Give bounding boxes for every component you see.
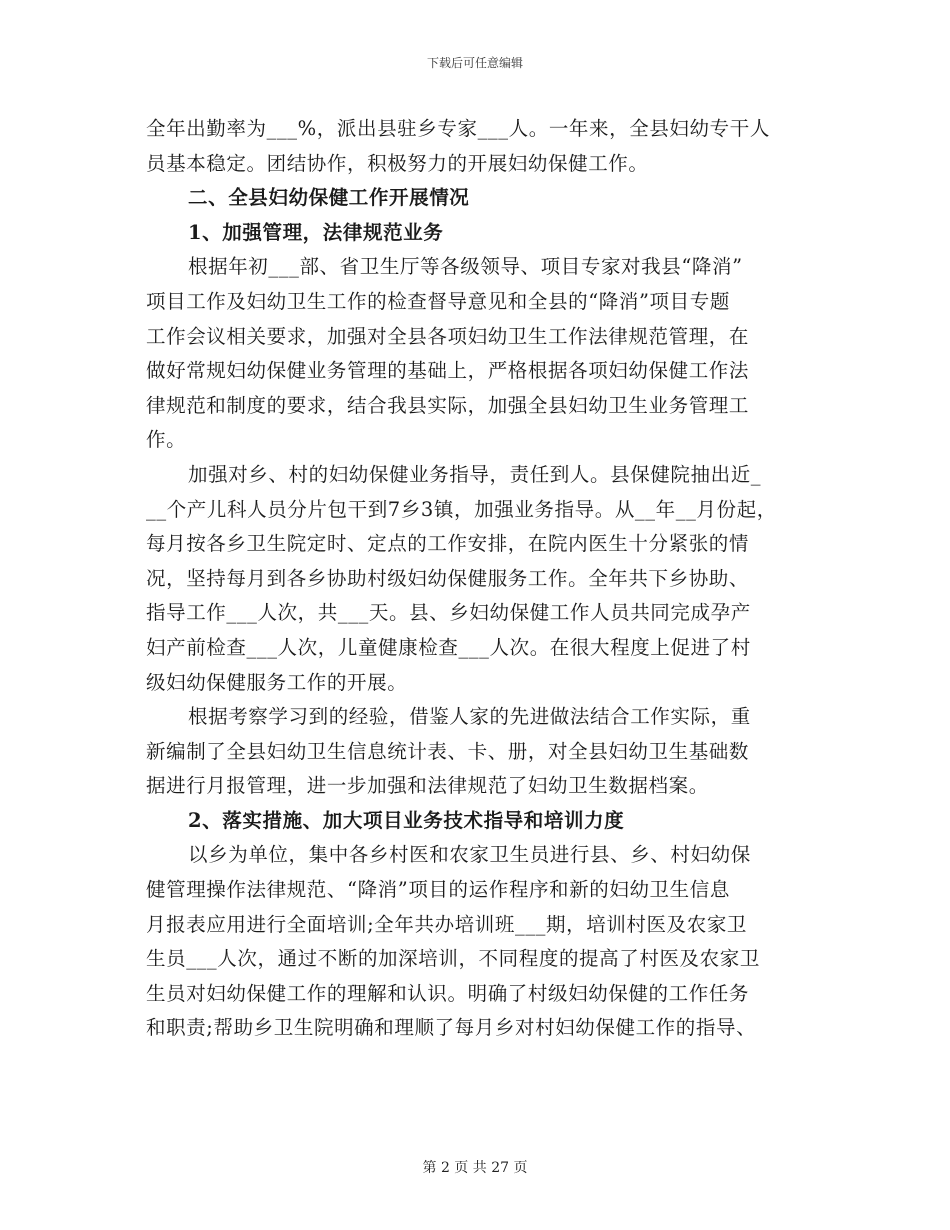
page-header: 下载后可任意编辑 (426, 56, 523, 70)
text-line: 和职责;帮助乡卫生院明确和理顺了每月乡对村妇幼保健工作的指导、 (146, 1016, 757, 1040)
text-line: 工作会议相关要求，加强对全县各项妇幼卫生工作法律规范管理，在 (146, 324, 750, 348)
page-footer: 第 2 页 共 27 页 (422, 1160, 528, 1176)
text-line: 每月按各乡卫生院定时、定点的工作安排，在院内医生十分紧张的情 (146, 532, 750, 556)
document-body (146, 112, 826, 1046)
text-line: 项目工作及妇幼卫生工作的检查督导意见和全县的“降消”项目专题 (146, 289, 730, 313)
subsection-heading: 2、落实措施、加大项目业务技术指导和培训力度 (188, 808, 625, 832)
text-line: 作。 (146, 428, 187, 452)
section-heading: 二、全县妇幼保健工作开展情况 (188, 186, 470, 210)
text-line: 生员___人次，通过不断的加深培训，不同程度的提高了村医及农家卫 (146, 947, 760, 971)
text-line: 据进行月报管理，进一步加强和法律规范了妇幼卫生数据档案。 (146, 774, 709, 798)
text-line: 律规范和制度的要求，结合我县实际，加强全县妇幼卫生业务管理工 (146, 393, 750, 417)
text-line: 生员对妇幼保健工作的理解和认识。明确了村级妇幼保健的工作任务 (146, 981, 750, 1005)
text-line: 级妇幼保健服务工作的开展。 (146, 670, 408, 694)
paragraph-start: 加强对乡、村的妇幼保健业务指导，责任到人。县保健院抽出近_ (188, 462, 762, 486)
text-line: 新编制了全县妇幼卫生信息统计表、卡、册，对全县妇幼卫生基础数 (146, 739, 750, 763)
paragraph-start: 根据考察学习到的经验，借鉴人家的先进做法结合工作实际，重 (188, 705, 751, 729)
subsection-heading: 1、加强管理，法律规范业务 (188, 220, 444, 244)
text-line: 指导工作___人次，共___天。县、乡妇幼保健工作人员共同完成孕产 (146, 601, 751, 625)
text-line: __个产儿科人员分片包干到7乡3镇，加强业务指导。从__年__月份起， (146, 497, 777, 521)
text-line: 全年出勤率为___%，派出县驻乡专家___人。一年来，全县妇幼专干人 (146, 117, 770, 140)
text-line: 员基本稳定。团结协作，积极努力的开展妇幼保健工作。 (146, 151, 649, 175)
text-line: 妇产前检查___人次，儿童健康检查___人次。在很大程度上促进了村 (146, 635, 751, 659)
text-line: 做好常规妇幼保健业务管理的基础上，严格根据各项妇幼保健工作法 (146, 359, 750, 383)
text-line: 况，坚持每月到各乡协助村级妇幼保健服务工作。全年共下乡协助、 (146, 566, 750, 590)
text-line: 健管理操作法律规范、“降消”项目的运作程序和新的妇幼卫生信息 (146, 878, 730, 902)
paragraph-start: 以乡为单位，集中各乡村医和农家卫生员进行县、乡、村妇幼保 (188, 843, 751, 867)
text-line: 月报表应用进行全面培训;全年共办培训班___期，培训村医及农家卫 (146, 912, 748, 936)
paragraph-start: 根据年初___部、省卫生厅等各级领导、项目专家对我县“降消” (188, 255, 743, 279)
